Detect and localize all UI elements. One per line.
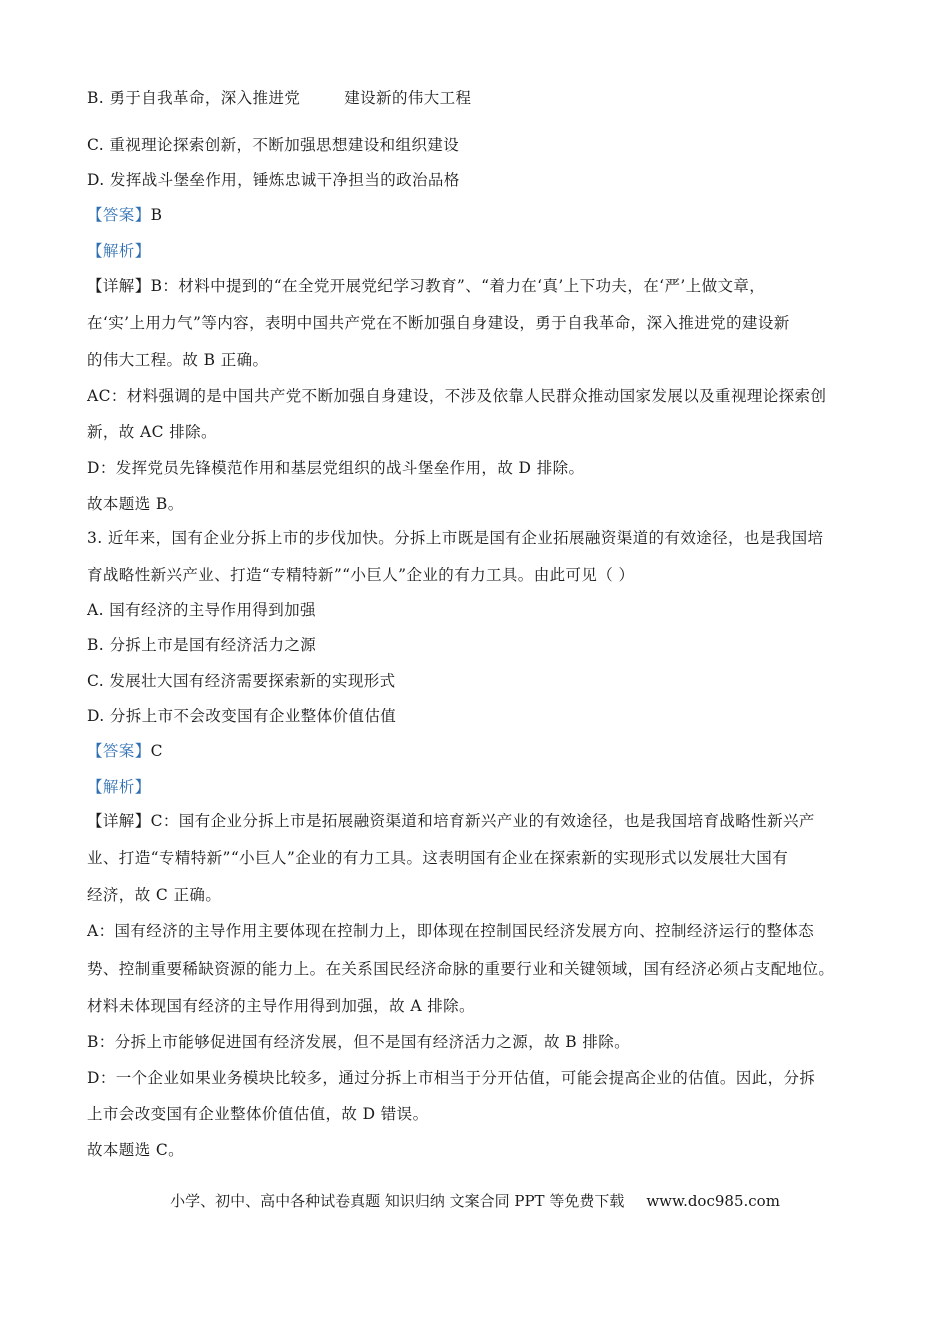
answer-value: C [150, 742, 163, 760]
q3-stem-line-1: 3. 近年来，国有企业分拆上市的步伐加快。分拆上市既是国有企业拓展融资渠道的有效途径，也是我国培 [87, 529, 824, 547]
q2-option-b [87, 87, 877, 109]
detail-tag: 【详解】 [87, 277, 151, 295]
q3-a-line-1: A：国有经济的主导作用主要体现在控制力上，即体现在控制国民经济发展方向、控制经济运行的整体态 [87, 922, 815, 940]
answer-tag: 【答案】 [87, 206, 151, 224]
q2-option-d: D. 发挥战斗堡垒作用，锤炼忠诚干净担当的政治品格 [87, 171, 460, 189]
q3-stem-line-2: 育战略性新兴产业、打造“专精特新”“小巨人”企业的有力工具。由此可见（ ） [87, 566, 635, 584]
q3-b-line: B：分拆上市能够促进国有经济发展，但不是国有经济活力之源，故 B 排除。 [87, 1033, 631, 1051]
q2-ac-line-2: 新，故 AC 排除。 [87, 423, 217, 441]
q3-d-line-1: D：一个企业如果业务模块比较多，通过分拆上市相当于分开估值，可能会提高企业的估值。因此，分拆 [87, 1069, 816, 1087]
analysis-tag: 【解析】 [87, 778, 151, 796]
answer-tag: 【答案】 [87, 742, 151, 760]
q3-answer [87, 740, 877, 762]
q3-d-line-2: 上市会改变国有企业整体价值估值，故 D 错误。 [87, 1105, 429, 1123]
q3-analysis-heading [87, 776, 877, 798]
q2-d-line: D：发挥党员先锋模范作用和基层党组织的战斗堡垒作用，故 D 排除。 [87, 459, 585, 477]
footer-text: 小学、初中、高中各种试卷真题 知识归纳 文案合同 PPT 等免费下载 [170, 1192, 625, 1210]
q2-detail-line-1 [87, 275, 877, 297]
q3-option-b: B. 分拆上市是国有经济活力之源 [87, 636, 317, 654]
q3-detail-line-3: 经济，故 C 正确。 [87, 886, 222, 904]
detail-text: C：国有企业分拆上市是拓展融资渠道和培育新兴产业的有效途径，也是我国培育战略性新兴产 [150, 812, 815, 830]
q3-option-d: D. 分拆上市不会改变国有企业整体价值估值 [87, 707, 397, 725]
analysis-tag: 【解析】 [87, 242, 151, 260]
footer-site-link[interactable]: www.doc985.com [646, 1192, 780, 1210]
q3-detail-line-2: 业、打造“专精特新”“小巨人”企业的有力工具。这表明国有企业在探索新的实现形式以发展壮大国有 [87, 849, 789, 867]
q2-option-b-part2: 建设新的伟大工程 [344, 89, 472, 107]
q3-a-line-2: 势、控制重要稀缺资源的能力上。在关系国民经济命脉的重要行业和关键领域，国有经济必须占支配地位。 [87, 960, 835, 978]
q2-answer [87, 204, 877, 226]
q2-detail-line-2: 在‘实’上用力气”等内容，表明中国共产党在不断加强自身建设，勇于自我革命，深入推进党的建设新 [87, 314, 790, 332]
q2-ac-line-1: AC：材料强调的是中国共产党不断加强自身建设，不涉及依靠人民群众推动国家发展以及重视理论探索创 [87, 387, 827, 405]
detail-tag: 【详解】 [87, 812, 151, 830]
q2-analysis-heading [87, 240, 877, 262]
q3-option-a: A. 国有经济的主导作用得到加强 [87, 601, 316, 619]
q3-a-line-3: 材料未体现国有经济的主导作用得到加强，故 A 排除。 [87, 997, 475, 1015]
page-footer [0, 1190, 950, 1212]
q2-conclusion: 故本题选 B。 [87, 495, 184, 513]
q3-conclusion: 故本题选 C。 [87, 1141, 185, 1159]
q2-option-c: C. 重视理论探索创新，不断加强思想建设和组织建设 [87, 136, 460, 154]
q2-detail-line-3: 的伟大工程。故 B 正确。 [87, 351, 269, 369]
q2-option-b-part1: B. 勇于自我革命，深入推进党 [87, 89, 301, 107]
q3-option-c: C. 发展壮大国有经济需要探索新的实现形式 [87, 672, 396, 690]
answer-value: B [150, 206, 163, 224]
q3-detail-line-1 [87, 810, 877, 832]
detail-text: B：材料中提到的“在全党开展党纪学习教育”、“着力在‘真’上下功夫，在‘严’上做文章， [150, 277, 766, 295]
